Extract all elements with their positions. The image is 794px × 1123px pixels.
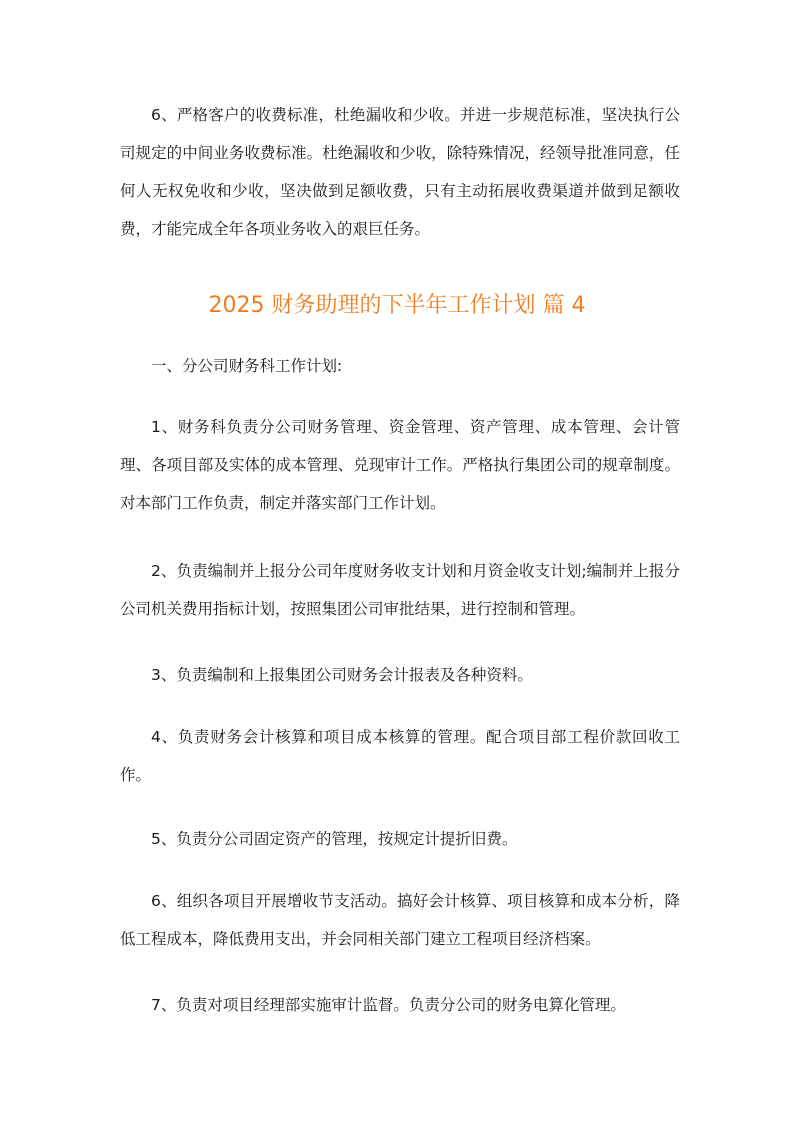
paragraph-item-4: 4、负责财务会计核算和项目成本核算的管理。配合项目部工程价款回收工作。 xyxy=(120,728,680,784)
section-title: 2025 财务助理的下半年工作计划 篇 4 xyxy=(208,293,586,318)
paragraph-item-6: 6、组织各项目开展增收节支活动。搞好会计核算、项目核算和成本分析，降低工程成本，降低费用支出，并会同相关部门建立工程项目经济档案。 xyxy=(120,892,680,948)
paragraph-item-3: 3、负责编制和上报集团公司财务会计报表及各种资料。 xyxy=(151,666,533,684)
paragraph-item-1: 1、财务科负责分公司财务管理、资金管理、资产管理、成本管理、会计管理、各项目部及实体的成本管理、兑现审计工作。严格执行集团公司的规章制度。对本部门工作负责，制定并落实部门工作计划。 xyxy=(120,418,680,512)
intro-paragraph: 6、严格客户的收费标准，杜绝漏收和少收。并进一步规范标准，坚决执行公司规定的中间业务收费标准。杜绝漏收和少收，除特殊情况，经领导批准同意，任何人无权免收和少收，坚决做到足额收费，只有主动拓展收费渠道并做到足额收费，才能完成全年各项业务收入的艰巨任务。 xyxy=(120,106,680,238)
paragraph-item-7: 7、负责对项目经理部实施审计监督。负责分公司的财务电算化管理。 xyxy=(151,996,626,1014)
paragraph-heading: 一、分公司财务科工作计划: xyxy=(151,357,343,375)
paragraph-item-5: 5、负责分公司固定资产的管理，按规定计提折旧费。 xyxy=(151,830,518,848)
paragraph-item-2: 2、负责编制并上报分公司年度财务收支计划和月资金收支计划;编制并上报分公司机关费用指标计划，按照集团公司审批结果，进行控制和管理。 xyxy=(120,562,680,618)
